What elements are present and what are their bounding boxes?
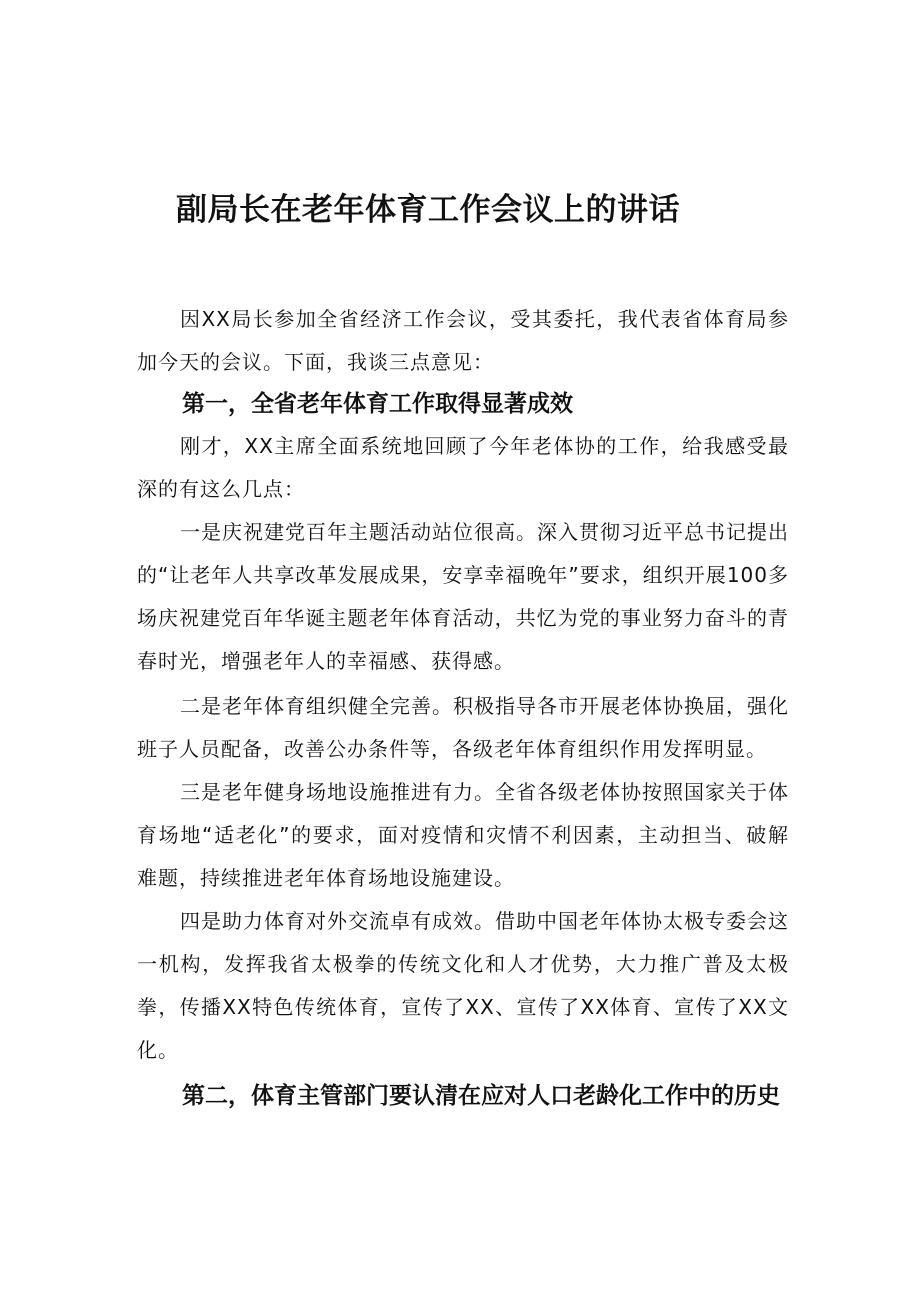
point-4-paragraph: 四是助力体育对外交流卓有成效。借助中国老年体协太极专委会这一机构，发挥我省太极拳的传统文化和人才优势，大力推广普及太极拳，传播XX特色传统体育，宣传了XX、宣传了XX体育、宣传了XX文化。 bbox=[137, 909, 789, 1062]
intro-paragraph: 因XX局长参加全省经济工作会议，受其委托，我代表省体育局参加今天的会议。下面，我谈三点意见： bbox=[137, 307, 789, 374]
point-3-paragraph: 三是老年健身场地设施推进有力。全省各级老体协按照国家关于体育场地“适老化”的要求，面对疫情和灾情不利因素，主动担当、破解难题，持续推进老年体育场地设施建设。 bbox=[137, 780, 789, 890]
section-1-heading: 第一，全省老年体育工作取得显著成效 bbox=[182, 391, 573, 417]
section-2-heading: 第二，体育主管部门要认清在应对人口老龄化工作中的历史 bbox=[182, 1083, 780, 1109]
document-title: 副局长在老年体育工作会议上的讲话 bbox=[176, 192, 680, 228]
section-1-lead-paragraph: 刚才，XX主席全面系统地回顾了今年老体协的工作，给我感受最深的有这么几点： bbox=[137, 434, 789, 501]
point-2-paragraph: 二是老年体育组织健全完善。积极指导各市开展老体协换届，强化班子人员配备，改善公办条件等，各级老年体育组织作用发挥明显。 bbox=[137, 694, 789, 761]
point-1-paragraph: 一是庆祝建党百年主题活动站位很高。深入贯彻习近平总书记提出的“让老年人共享改革发展成果，安享幸福晚年”要求，组织开展100多场庆祝建党百年华诞主题老年体育活动，共忆为党的事业努力奋斗的青春时光，增强老年人的幸福感、获得感。 bbox=[137, 520, 789, 673]
